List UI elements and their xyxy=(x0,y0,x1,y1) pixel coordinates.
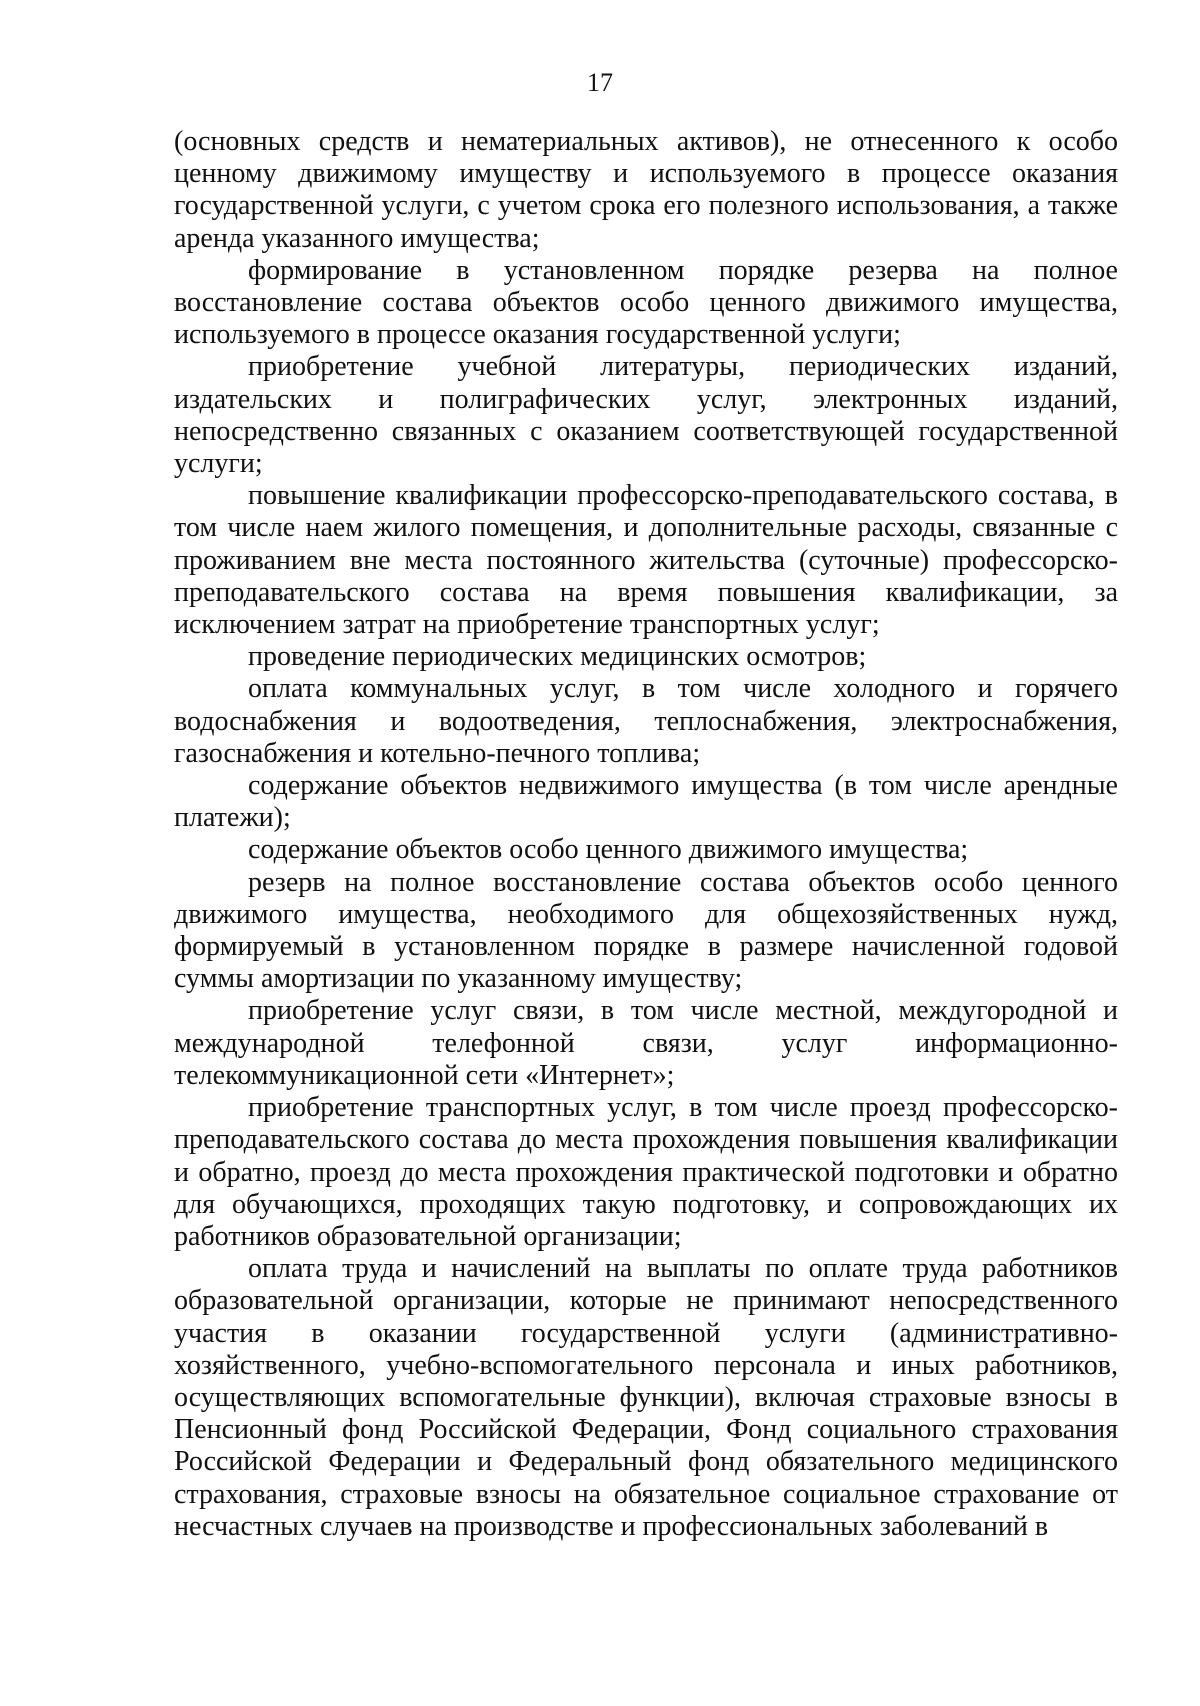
paragraph-reserve-formation: формирование в установленном порядке резерва на полное восстановление состава объектов особо ценного движимого имущества, используемого в процессе оказания государственной услуги; xyxy=(174,254,1118,351)
paragraph-transport: приобретение транспортных услуг, в том числе проезд профессорско-преподавательского состава до места прохождения повышения квалификации и обратно, проезд до места прохождения практической подготовки и обратно для обучающихся, проходящих такую подготовку, и сопровождающих их работников образовательной организации; xyxy=(174,1092,1118,1252)
paragraph-real-estate: содержание объектов недвижимого имущества (в том числе арендные платежи); xyxy=(174,770,1118,834)
document-body xyxy=(174,126,1118,1543)
paragraph-wages: оплата труда и начислений на выплаты по оплате труда работников образовательной организации, которые не принимают непосредственного участия в оказании государственной услуги (административно-хозяйственного, учебно-вспомогательного персонала и иных работников, осуществляющих вспомогательные функции), включая страховые взносы в Пенсионный фонд Российской Федерации, Фонд социального страхования Российской Федерации и Федеральный фонд обязательного медицинского страхования, страховые взносы на обязательное социальное страхование от несчастных случаев на производстве и профессиональных заболеваний в xyxy=(174,1253,1118,1542)
paragraph-continuation: (основных средств и нематериальных активов), не отнесенного к особо ценному движимому имуществу и используемого в процессе оказания государственной услуги, с учетом срока его полезного использования, а также аренда указанного имущества; xyxy=(174,126,1118,254)
paragraph-communications: приобретение услуг связи, в том числе местной, междугородной и международной телефонной связи, услуг информационно-телекоммуникационной сети «Интернет»; xyxy=(174,995,1118,1091)
paragraph-movable-property: содержание объектов особо ценного движимого имущества; xyxy=(248,834,969,866)
page-number: 17 xyxy=(587,68,613,97)
paragraph-qualification: повышение квалификации профессорско-преподавательского состава, в том числе наем жилого помещения, и дополнительные расходы, связанные с проживанием вне места постоянного жительства (суточные) профессорско-преподавательского состава на время повышения квалификации, за исключением затрат на приобретение транспортных услуг; xyxy=(174,480,1118,641)
paragraph-utilities: оплата коммунальных услуг, в том числе холодного и горячего водоснабжения и водоотведения, теплоснабжения, электроснабжения, газоснабжения и котельно-печного топлива; xyxy=(174,673,1118,769)
paragraph-medical-exams: проведение периодических медицинских осмотров; xyxy=(248,641,867,673)
paragraph-literature: приобретение учебной литературы, периодических изданий, издательских и полиграфических услуг, электронных изданий, непосредственно связанных с оказанием соответствующей государственной услуги; xyxy=(174,351,1118,480)
paragraph-reserve-restoration: резерв на полное восстановление состава объектов особо ценного движимого имущества, необходимого для общехозяйственных нужд, формируемый в установленном порядке в размере начисленной годовой суммы амортизации по указанному имуществу; xyxy=(174,866,1118,995)
